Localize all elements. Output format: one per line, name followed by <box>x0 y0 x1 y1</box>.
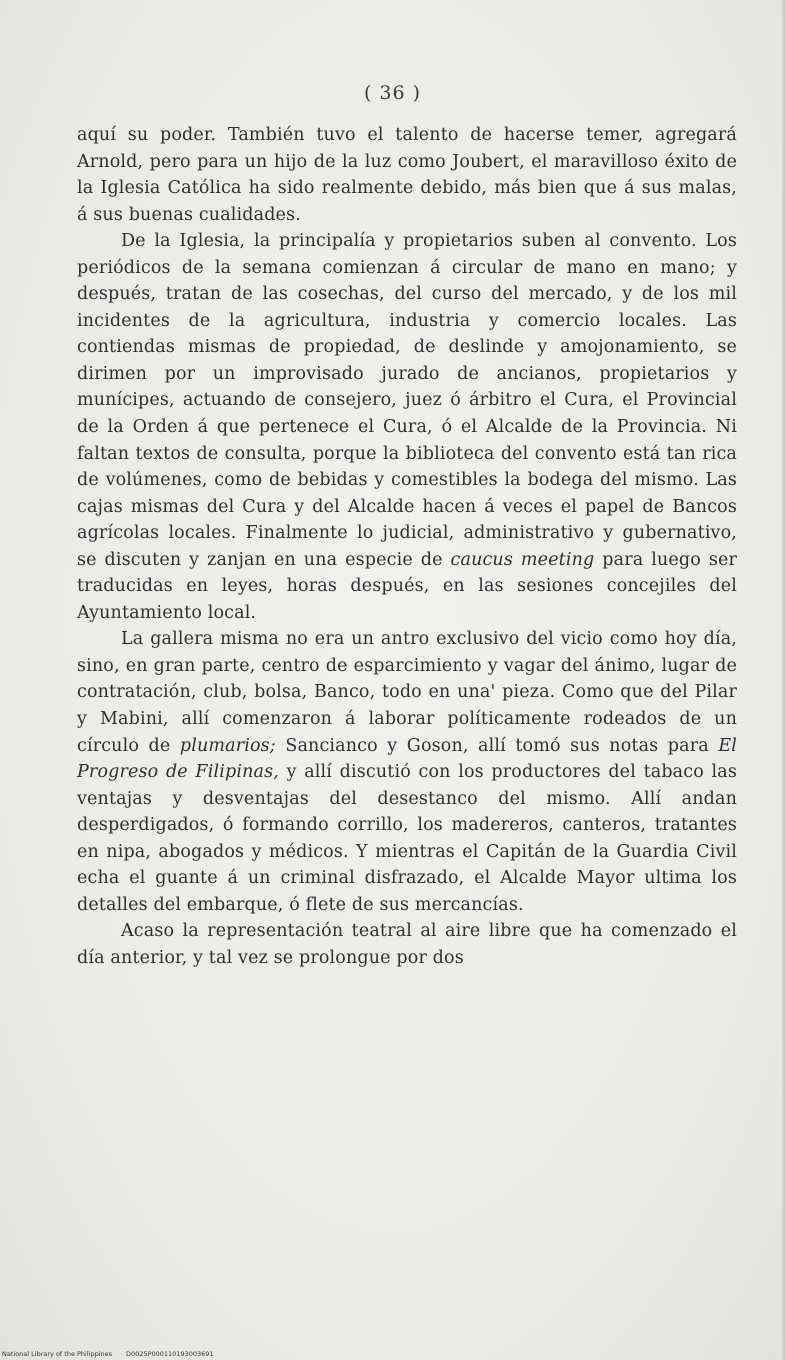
paragraph-3-mid: Sancianco y Goson, allí tomó sus notas para <box>285 735 709 756</box>
paragraph-2-text: De la Iglesia, la principalía y propietarios suben al convento. Los periódicos de la semana comienzan á circular de mano en mano; y después, tratan de las cosechas, del curso del mercado, y de los mil incidentes de la agricultura, industria y comercio locales. Las contiendas mismas de propiedad, de deslinde y amojonamiento, se dirimen por un improvisado jurado de ancianos, propietarios y munícipes, actuando de consejero, juez ó árbitro el Cura, el Provincial de la Orden á que pertenece el Cura, ó el Alcalde de la Provincia. Ni faltan textos de consulta, porque la biblioteca del convento está tan rica de volúmenes, como de bebidas y comestibles la bodega del mismo. Las cajas mismas del Cura y del Alcalde hacen á veces el papel de Bancos agrícolas locales. Finalmente lo judicial, administrativo y gubernativo, se discuten y zanjan en una especie de <box>77 231 737 570</box>
paragraph-3-italic-1: plumarios; <box>179 735 276 756</box>
paragraph-2 <box>77 228 737 626</box>
paragraph-2-end: para luego ser traducidas en leyes, horas después, en las sesiones concejiles del Ayuntamiento local. <box>77 549 737 623</box>
paragraph-3 <box>77 626 737 918</box>
paragraph-3-italic-2: El Progreso de Filipinas, <box>77 735 737 783</box>
footer-credit <box>2 1350 214 1358</box>
footer-code: D0025P000110193003691 <box>126 1350 214 1358</box>
body-text <box>77 122 737 972</box>
paragraph-3-text: La gallera misma no era un antro exclusivo del vicio como hoy día, sino, en gran parte, centro de esparcimiento y vagar del ánimo, lugar de contratación, club, bolsa, Banco, todo en una' pieza. Como que del Pilar y Mabini, allí comenzaron á laborar políticamente rodeados de un círculo de <box>77 629 737 756</box>
footer-library: National Library of the Philippines <box>2 1350 113 1358</box>
page-number: ( 36 ) <box>363 82 422 104</box>
paragraph-1: aquí su poder. También tuvo el talento de hacerse temer, agregará Arnold, pero para un hijo de la luz como Joubert, el maravilloso éxito de la Iglesia Católica ha sido realmente debido, más bien que á sus malas, á sus buenas cualidades. <box>77 125 737 225</box>
paragraph-3-end: y allí discutió con los productores del tabaco las ventajas y desventajas del desestanco del mismo. Allí andan desperdigados, ó formando corrillo, los madereros, canteros, tratantes en nipa, abogados y médicos. Y mientras el Capitán de la Guardia Civil echa el guante á un criminal disfrazado, el Alcalde Mayor ultima los detalles del embarque, ó flete de sus mercancías. <box>77 762 737 915</box>
paragraph-2-italic: caucus meeting <box>450 549 595 570</box>
paragraph-4: Acaso la representación teatral al aire libre que ha comenzado el día anterior, y tal vez se prolongue por dos <box>77 921 737 968</box>
